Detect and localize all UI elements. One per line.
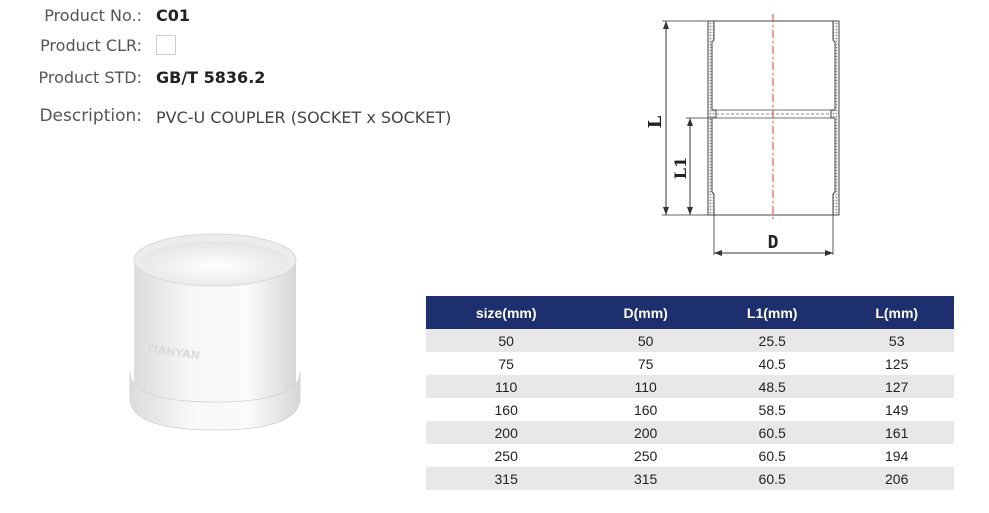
cell-d: 110 bbox=[586, 375, 705, 398]
technical-drawing bbox=[640, 10, 860, 260]
cell-d: 75 bbox=[586, 352, 705, 375]
product-no-row bbox=[0, 6, 190, 25]
description-row bbox=[0, 104, 451, 127]
cell-l1: 60.5 bbox=[705, 421, 839, 444]
table-row bbox=[426, 398, 954, 421]
header-size: size(mm) bbox=[426, 296, 586, 329]
cell-size: 75 bbox=[426, 352, 586, 375]
cell-d: 200 bbox=[586, 421, 705, 444]
cell-l1: 60.5 bbox=[705, 467, 839, 490]
description-value: PVC-U COUPLER (SOCKET x SOCKET) bbox=[156, 108, 452, 127]
cell-size: 160 bbox=[426, 398, 586, 421]
header-l: L(mm) bbox=[839, 296, 954, 329]
spec-table bbox=[426, 296, 954, 490]
header-l1: L1(mm) bbox=[705, 296, 839, 329]
cell-size: 250 bbox=[426, 444, 586, 467]
cell-l1: 60.5 bbox=[705, 444, 839, 467]
cell-size: 200 bbox=[426, 421, 586, 444]
cell-l: 194 bbox=[839, 444, 954, 467]
cell-size: 110 bbox=[426, 375, 586, 398]
cell-l1: 58.5 bbox=[705, 398, 839, 421]
table-row bbox=[426, 467, 954, 490]
table-row bbox=[426, 352, 954, 375]
dimension-label-L: L bbox=[645, 115, 666, 129]
description-label: Description: bbox=[39, 105, 142, 126]
brand-emboss: TIANYAN bbox=[145, 342, 201, 363]
dimension-label-D: D bbox=[767, 232, 779, 253]
dimension-label-L1: L1 bbox=[671, 156, 690, 180]
cell-l: 127 bbox=[839, 375, 954, 398]
color-swatch bbox=[156, 35, 176, 55]
cell-l: 53 bbox=[839, 329, 954, 352]
cell-l1: 25.5 bbox=[705, 329, 839, 352]
product-photo bbox=[118, 220, 318, 450]
product-std-label: Product STD: bbox=[38, 68, 142, 87]
cell-l: 149 bbox=[839, 398, 954, 421]
cell-size: 315 bbox=[426, 467, 586, 490]
table-row bbox=[426, 444, 954, 467]
cell-d: 50 bbox=[586, 329, 705, 352]
cell-size: 50 bbox=[426, 329, 586, 352]
header-d: D(mm) bbox=[586, 296, 705, 329]
cell-l1: 40.5 bbox=[705, 352, 839, 375]
cell-l: 125 bbox=[839, 352, 954, 375]
cell-d: 250 bbox=[586, 444, 705, 467]
cell-d: 315 bbox=[586, 467, 705, 490]
table-row bbox=[426, 329, 954, 352]
product-no-value: C01 bbox=[156, 6, 191, 25]
cell-d: 160 bbox=[586, 398, 705, 421]
product-no-label: Product No.: bbox=[44, 6, 142, 25]
cell-l: 206 bbox=[839, 467, 954, 490]
table-header-row bbox=[426, 296, 954, 329]
table-row bbox=[426, 375, 954, 398]
product-clr-row bbox=[0, 35, 176, 55]
cell-l: 161 bbox=[839, 421, 954, 444]
cell-l1: 48.5 bbox=[705, 375, 839, 398]
table-row bbox=[426, 421, 954, 444]
product-std-value: GB/T 5836.2 bbox=[156, 68, 266, 87]
product-std-row bbox=[0, 68, 265, 87]
product-clr-label: Product CLR: bbox=[40, 35, 142, 55]
